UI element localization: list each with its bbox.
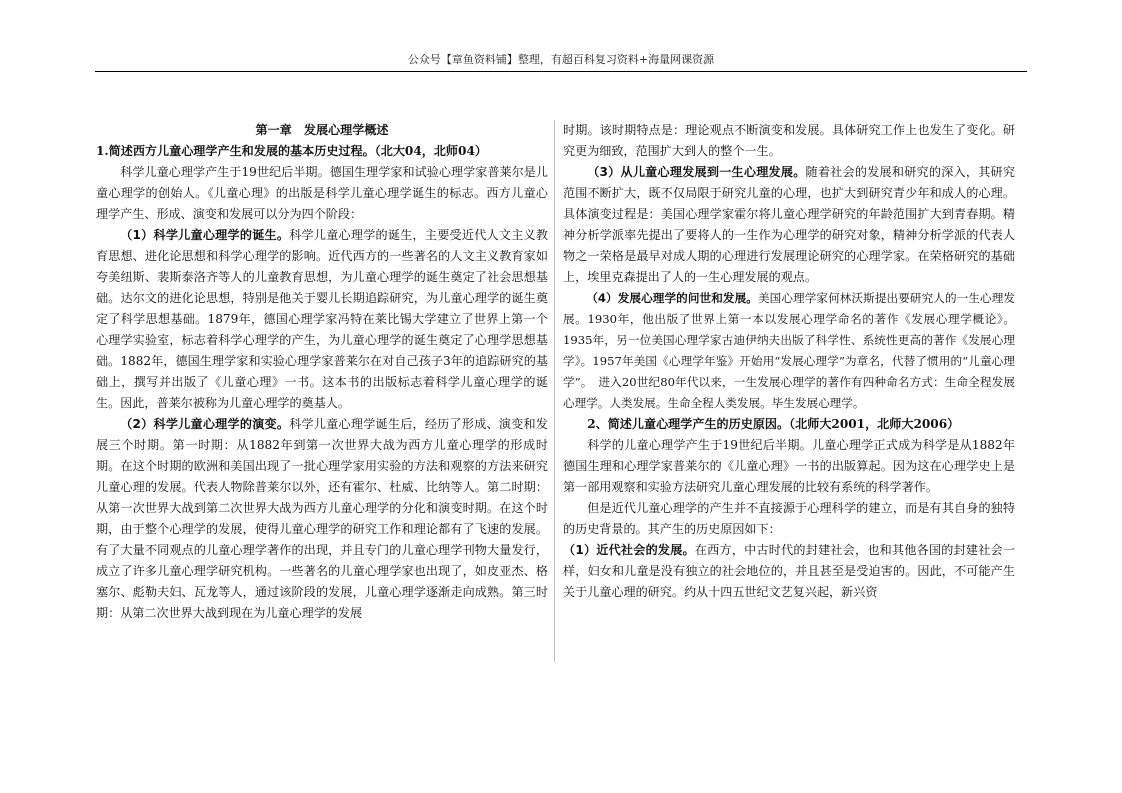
section-3-paragraph (563, 162, 1015, 288)
section-2-paragraph (96, 414, 548, 624)
chapter-title: 第一章 发展心理学概述 (255, 123, 389, 137)
question-2-subsection-1-body: 在西方，中古时代的封建社会，也和其他各国的封建社会一样，妇女和儿童是没有独立的社会地位的，并且甚至是受迫害的。因此，不可能产生关于儿童心理的研究。约从十四五世纪文艺复兴起，新兴资 (563, 543, 1015, 599)
question-2-paragraph-2: 但是近代儿童心理学的产生并不直接源于心理科学的建立，而是有其自身的独特的历史背景的。其产生的历史原因如下： (563, 501, 1015, 536)
right-column (563, 120, 1015, 603)
question-2-subsection-1-heading: （1）近代社会的发展。 (563, 543, 695, 557)
section-4-heading: （4）发展心理学的问世和发展。 (586, 291, 758, 305)
question-2-title: 2、简述儿童心理学产生的历史原因。（北师大2001，北师大2006） (587, 417, 960, 431)
section-3-heading: （3）从儿童心理发展到一生心理发展。 (587, 165, 806, 179)
section-1-paragraph (96, 225, 548, 414)
section-2-heading: （2）科学儿童心理学的演变。 (120, 417, 290, 431)
question-2-subsection-1 (563, 540, 1015, 603)
section-4-paragraph (563, 288, 1015, 414)
left-column (96, 120, 548, 624)
section-3-body: 随着社会的发展和研究的深入，其研究范围不断扩大，既不仅局限于研究儿童的心理，也扩大到研究青少年和成人的心理。具体演变过程是：美国心理学家霍尔将儿童心理学研究的年龄范围扩大到青春期。精神分析学派率先提出了要将人的一生作为心理学的研究对象，精神分析学派的代表人物之一荣格是最早对成人期的心理进行发展理论研究的心理学家。在荣格研究的基础上，埃里克森提出了人的一生心理发展的观点。 (563, 165, 1015, 284)
section-2-body: 科学儿童心理学诞生后，经历了形成、演变和发展三个时期。第一时期：从1882年到第一次世界大战为西方儿童心理学的形成时期。在这个时期的欧洲和美国出现了一批心理学家用实验的方法和观察的方法来研究儿童心理的发展。代表人物除普莱尔以外，还有霍尔、杜威、比纳等人。第二时期：从第一次世界大战到第二次世界大战为西方儿童心理学的分化和演变时期。在这个时期，由于整个心理学的发展，使得儿童心理学的研究工作和理论都有了飞速的发展。有了大量不同观点的儿童心理学著作的出现，并且专门的儿童心理学刊物大量发行，成立了许多儿童心理学研究机构。一些著名的儿童心理学家也出现了，如皮亚杰、格塞尔、彪勒夫妇、瓦龙等人，通过该阶段的发展，儿童心理学逐渐走向成熟。第三时期：从第二次世界大战到现在为儿童心理学的发展 (96, 417, 548, 620)
page-header: 公众号【章鱼资料铺】整理，有超百科复习资料+海量网课资源 (407, 53, 715, 66)
section-4-body: 美国心理学家何林沃斯提出要研究人的一生心理发展。1930年，他出版了世界上第一本以发展心理学命名的著作《发展心理学概论》。1935年，另一位美国心理学家古迪伊纳夫出版了科学性、系统性更高的著作《发展心理学》。1957年美国《心理学年鉴》开始用“发展心理学”为章名，代替了惯用的“儿童心理学”。 进入20世纪80年代以来，一生发展心理学的著作有四种命名方式：生命全程发展心理学。人类发展。生命全程人类发展。毕生发展心理学。 (563, 291, 1015, 410)
question-1-title: 1.简述西方儿童心理学产生和发展的基本历史过程。（北大04，北师04） (96, 144, 487, 158)
question-1-intro: 科学儿童心理学产生于19世纪后半期。德国生理学家和试验心理学家普莱尔是儿童心理学的创始人。《儿童心理》的出版是科学儿童心理学诞生的标志。西方儿童心理学产生、形成、演变和发展可以分为四个阶段： (96, 165, 548, 221)
header-rule (95, 71, 1027, 72)
section-1-heading: （1）科学儿童心理学的诞生。 (120, 228, 290, 242)
section-2-continuation: 时期。该时期特点是：理论观点不断演变和发展。具体研究工作上也发生了变化。研究更为细致，范围扩大到人的整个一生。 (563, 123, 1015, 158)
column-divider (554, 120, 555, 662)
section-1-body: 科学儿童心理学的诞生，主要受近代人文主义教育思想、进化论思想和科学心理学的影响。近代西方的一些著名的人文主义教育家如夸美纽斯、裴斯泰洛齐等人的儿童教育思想，为儿童心理学的诞生奠定了社会思想基础。达尔文的进化论思想，特别是他关于婴儿长期追踪研究，为儿童心理学的诞生奠定了科学思想基础。1879年，德国心理学家冯特在莱比锡大学建立了世界上第一个心理学实验室，标志着科学心理学的产生，为儿童心理学的诞生奠定了心理学思想基础。1882年，德国生理学家和实验心理学家普莱尔在对自己孩子3年的追踪研究的基础上，撰写并出版了《儿童心理》一书。这本书的出版标志着科学儿童心理学的诞生。因此，普莱尔被称为儿童心理学的奠基人。 (96, 228, 548, 410)
question-2-paragraph-1: 科学的儿童心理学产生于19世纪后半期。儿童心理学正式成为科学是从1882年德国生理和心理学家普莱尔的《儿童心理》一书的出版算起。因为这在心理学史上是第一部用观察和实验方法研究儿童心理发展的比较有系统的科学著作。 (563, 438, 1015, 494)
